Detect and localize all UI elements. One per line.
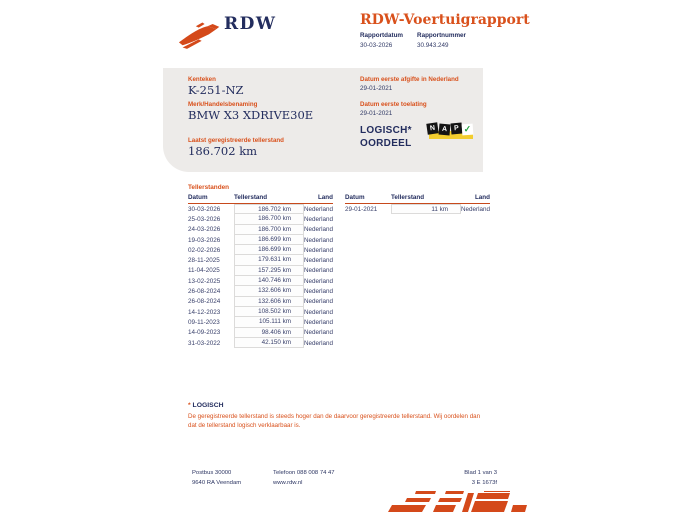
oordeel-line2: OORDEEL [360,138,412,149]
afgifte-value: 29-01-2021 [360,85,393,92]
cell-datum: 30-03-2026 [188,205,221,213]
page-title: RDW-Voertuigrapport [360,12,530,28]
laatste-tellerstand-value: 186.702 km [188,144,258,158]
cell-tellerstand: 179.631 km [234,255,304,265]
report-date-value: 30-03-2026 [360,42,393,49]
report-number-value: 30.943.249 [417,42,449,49]
col-datum: Datum [345,194,365,201]
cell-tellerstand: 186.700 km [234,225,304,235]
col-tellerstand: Tellerstand [234,194,268,201]
cell-land: Nederland [461,205,491,213]
table-row [188,214,333,224]
afgifte-label: Datum eerste afgifte in Nederland [360,76,459,83]
cell-tellerstand: 186.699 km [234,245,304,255]
cell-land: Nederland [304,246,334,254]
footer-phone: Telefoon 088 008 74 47 [273,470,335,476]
report-meta [360,32,466,49]
cell-land: Nederland [304,205,334,213]
laatste-tellerstand-label: Laatst geregistreerde tellerstand [188,137,284,144]
tellerstanden-table-left [188,193,333,348]
cell-datum: 29-01-2021 [345,205,378,213]
cell-land: Nederland [304,236,334,244]
merk-value: BMW X3 XDRIVE30E [188,108,314,122]
report-number-group [417,32,466,49]
cell-land: Nederland [304,215,334,223]
footer-address [192,468,241,488]
table-row [188,286,333,296]
cell-datum: 14-09-2023 [188,329,221,337]
tellerstanden-table-right [345,193,490,348]
oordeel-verdict [360,124,412,150]
footnote-asterisk: * [188,402,191,409]
oordeel-line1: LOGISCH* [360,125,412,136]
cell-datum: 19-03-2026 [188,236,221,244]
footnote-text: De geregistreerde tellerstand is steeds hoger dan de daarvoor geregistreerde tellerstand. Wij oordelen dan dat de tellerstand logisch verklaarbaar is. [188,413,481,429]
merk-label: Merk/Handelsbenaming [188,101,258,108]
rdw-bird-logo-icon [176,20,220,50]
cell-tellerstand: 186.699 km [234,235,304,245]
cell-datum: 14-12-2023 [188,308,221,316]
tellerstanden-table-right-body [345,204,490,214]
table-row [188,204,333,214]
nap-letter-p: P [451,123,463,135]
cell-land: Nederland [304,298,334,306]
tellerstanden-heading: Tellerstanden [188,184,230,191]
cell-tellerstand: 42.150 km [234,338,304,348]
cell-tellerstand: 105.111 km [234,317,304,327]
col-land: Land [474,194,490,201]
cell-datum: 02-02-2026 [188,246,221,254]
vehicle-summary-card [163,68,483,172]
table-row [188,307,333,317]
table-row [188,255,333,265]
cell-datum: 26-08-2024 [188,298,221,306]
tellerstanden-table-left-body [188,204,333,348]
footer-address-line2: 9640 RA Veendam [192,480,242,486]
nap-letter-n: N [426,122,438,134]
footer-page-info [464,468,497,488]
nap-letter-a: A [439,124,451,136]
table-row [188,235,333,245]
footer-contact [273,468,335,488]
cell-land: Nederland [304,288,334,296]
cell-land: Nederland [304,226,334,234]
rdw-logo-text: RDW [224,14,277,34]
cell-land: Nederland [304,329,334,337]
nap-logo-icon [427,122,475,141]
nap-check-icon: ✓ [463,123,472,135]
toelating-value: 29-01-2021 [360,110,393,117]
cell-tellerstand: 186.700 km [234,214,304,224]
table-row [188,276,333,286]
cell-datum: 09-11-2023 [188,318,220,326]
table-row [188,317,333,327]
cell-land: Nederland [304,277,334,285]
cell-datum: 28-11-2025 [188,257,220,265]
footer-address-line1: Postbus 30000 [192,470,232,476]
kenteken-value: K-251-NZ [188,83,244,97]
table-row [188,225,333,235]
cell-tellerstand: 132.606 km [234,297,304,307]
cell-tellerstand: 98.406 km [234,328,304,338]
col-tellerstand: Tellerstand [391,194,425,201]
col-datum: Datum [188,194,208,201]
footer-website: www.rdw.nl [273,480,303,486]
table-header [345,193,490,204]
report-date-group [360,32,403,49]
cell-tellerstand: 108.502 km [234,307,304,317]
cell-tellerstand: 11 km [391,204,461,214]
cell-land: Nederland [304,318,334,326]
footnote-title [188,402,480,409]
toelating-label: Datum eerste toelating [360,101,427,108]
table-row [345,204,490,214]
table-header [188,193,333,204]
cell-tellerstand: 140.746 km [234,276,304,286]
col-land: Land [317,194,333,201]
footer-form-code: 3 E 1673f [471,480,497,486]
cell-tellerstand: 132.606 km [234,286,304,296]
report-number-label: Rapportnummer [417,32,467,39]
cell-datum: 11-04-2025 [188,267,220,275]
table-row [188,297,333,307]
cell-land: Nederland [304,267,334,275]
table-row [188,328,333,338]
tellerstanden-tables [188,193,490,348]
logisch-footnote [188,402,480,430]
report-date-label: Rapportdatum [360,32,404,39]
cell-tellerstand: 157.295 km [234,266,304,276]
rdw-stripes-graphic-icon [374,491,527,513]
table-row [188,245,333,255]
footer-page-number: Blad 1 van 3 [464,470,497,476]
cell-datum: 26-08-2024 [188,288,221,296]
table-row [188,338,333,348]
cell-tellerstand: 186.702 km [234,204,304,214]
cell-datum: 25-03-2026 [188,215,221,223]
cell-datum: 31-03-2022 [188,339,221,347]
kenteken-label: Kenteken [188,76,216,83]
cell-datum: 13-02-2025 [188,277,221,285]
table-row [188,266,333,276]
cell-land: Nederland [304,257,334,265]
cell-land: Nederland [304,308,334,316]
cell-datum: 24-03-2026 [188,226,221,234]
cell-land: Nederland [304,339,334,347]
footnote-title-text: LOGISCH [192,402,224,409]
